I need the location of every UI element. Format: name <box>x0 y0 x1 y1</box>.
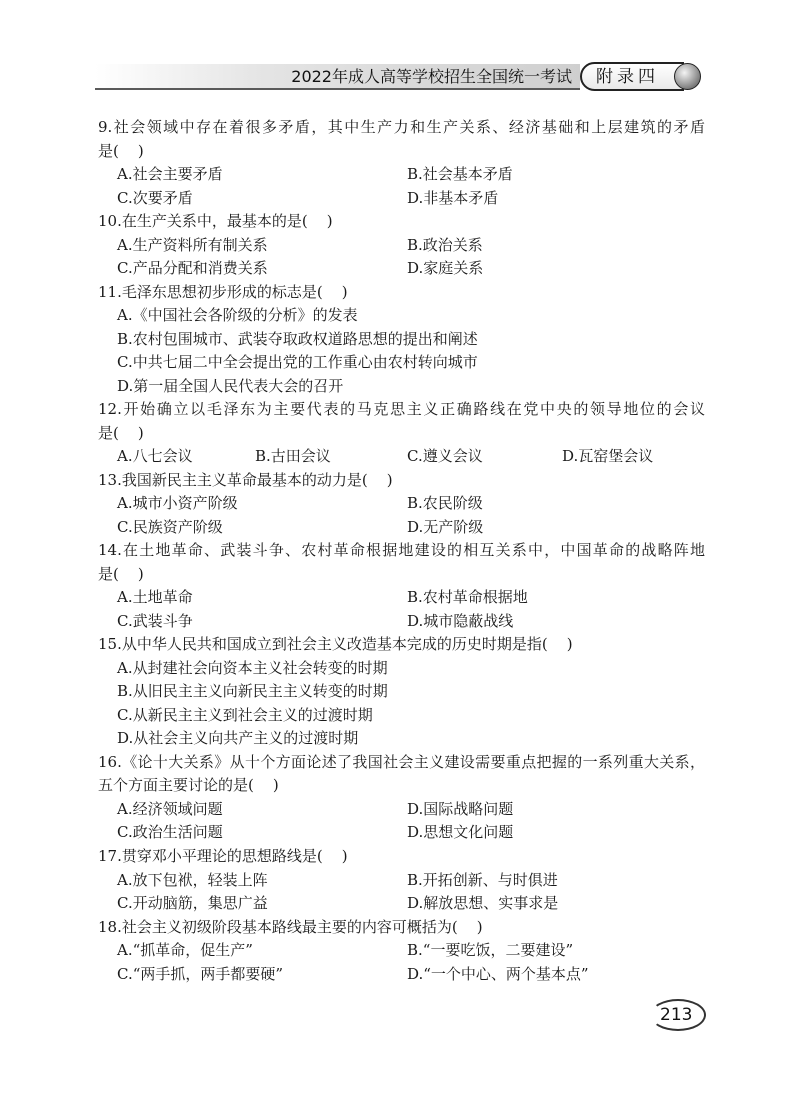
option-d: D.“一个中心、两个基本点” <box>407 964 589 983</box>
appendix-tab <box>580 62 684 91</box>
option-d: D.无产阶级 <box>407 517 484 536</box>
option-a: A.生产资料所有制关系 <box>117 235 268 254</box>
option-c: C.“两手抓，两手都要硬” <box>117 964 284 983</box>
option-c: C.遵义会议 <box>407 447 483 466</box>
option-b: B.农民阶级 <box>407 494 483 513</box>
page-number-badge <box>650 999 706 1031</box>
option-row <box>98 234 705 258</box>
option-b: D.国际战略问题 <box>407 799 514 818</box>
question-stem: 16.《论十大关系》从十个方面论述了我国社会主义建设需要重点把握的一系列重大关系， <box>98 752 705 771</box>
question-stem: 是( ) <box>98 141 144 160</box>
option-b: B.“一要吃饭，二要建设” <box>407 941 574 960</box>
option-a: A.放下包袱，轻装上阵 <box>117 870 268 889</box>
option-b: B.古田会议 <box>255 447 331 466</box>
header-title: 2022年成人高等学校招生全国统一考试 <box>291 67 572 86</box>
question-list <box>98 116 705 986</box>
question-10 <box>98 210 705 281</box>
page-number: 213 <box>660 1005 693 1025</box>
option-a: A.八七会议 <box>117 447 193 466</box>
option-a: A.土地革命 <box>117 588 193 607</box>
option-row <box>98 163 705 187</box>
option-d: D.城市隐蔽战线 <box>407 611 514 630</box>
option-a: A.从封建社会向资本主义社会转变的时期 <box>117 658 388 677</box>
option-a: A.“抓革命，促生产” <box>117 941 253 960</box>
option-c: C.民族资产阶级 <box>117 517 223 536</box>
option-b: B.农村革命根据地 <box>407 588 528 607</box>
question-15 <box>98 633 705 751</box>
option-a: A.经济领域问题 <box>117 799 223 818</box>
option-c: C.产品分配和消费关系 <box>117 259 268 278</box>
question-12 <box>98 398 705 469</box>
header-bar <box>95 64 580 90</box>
option-d: D.思想文化问题 <box>407 823 514 842</box>
option-b: B.农村包围城市、武装夺取政权道路思想的提出和阐述 <box>117 329 478 348</box>
question-18 <box>98 916 705 987</box>
question-stem: 14.在土地革命、武装斗争、农村革命根据地建设的相互关系中，中国革命的战略阵地 <box>98 541 705 560</box>
question-11 <box>98 281 705 399</box>
option-a: A.城市小资产阶级 <box>117 494 238 513</box>
option-row <box>98 892 705 916</box>
question-stem: 五个方面主要讨论的是( ) <box>98 776 279 795</box>
option-row <box>98 939 705 963</box>
sphere-icon <box>674 63 701 90</box>
question-16 <box>98 751 705 845</box>
option-row <box>98 869 705 893</box>
question-stem: 12.开始确立以毛泽东为主要代表的马克思主义正确路线在党中央的领导地位的会议 <box>98 400 705 419</box>
question-9 <box>98 116 705 210</box>
question-stem: 13.我国新民主主义革命最基本的动力是( ) <box>98 470 393 489</box>
question-stem: 10.在生产关系中，最基本的是( ) <box>98 212 333 231</box>
option-row <box>98 963 705 987</box>
option-b: B.开拓创新、与时俱进 <box>407 870 558 889</box>
option-row <box>98 610 705 634</box>
option-row <box>98 516 705 540</box>
option-d: D.第一届全国人民代表大会的召开 <box>117 376 344 395</box>
question-stem: 11.毛泽东思想初步形成的标志是( ) <box>98 282 348 301</box>
question-stem: 是( ) <box>98 564 144 583</box>
question-stem: 18.社会主义初级阶段基本路线最主要的内容可概括为( ) <box>98 917 483 936</box>
option-a: A.社会主要矛盾 <box>117 165 223 184</box>
option-b: B.社会基本矛盾 <box>407 165 513 184</box>
question-stem: 9.社会领域中存在着很多矛盾，其中生产力和生产关系、经济基础和上层建筑的矛盾 <box>98 118 705 136</box>
option-d: D.从社会主义向共产主义的过渡时期 <box>117 729 359 748</box>
option-row <box>98 187 705 211</box>
question-17 <box>98 845 705 916</box>
option-d: D.家庭关系 <box>407 259 484 278</box>
appendix-tab-label: 附录四 <box>596 67 659 87</box>
option-a: A.《中国社会各阶级的分析》的发表 <box>117 306 358 325</box>
option-row <box>98 445 705 469</box>
option-c: C.开动脑筋，集思广益 <box>117 894 268 913</box>
question-14 <box>98 539 705 633</box>
question-stem: 15.从中华人民共和国成立到社会主义改造基本完成的历史时期是指( ) <box>98 635 573 654</box>
option-row <box>98 798 705 822</box>
option-row <box>98 257 705 281</box>
option-b: B.从旧民主主义向新民主主义转变的时期 <box>117 682 388 701</box>
option-b: B.政治关系 <box>407 235 483 254</box>
question-stem: 是( ) <box>98 423 144 442</box>
question-stem: 17.贯穿邓小平理论的思想路线是( ) <box>98 846 348 865</box>
option-row <box>98 821 705 845</box>
option-row <box>98 492 705 516</box>
option-d: D.瓦窑堡会议 <box>562 447 654 466</box>
option-d: D.非基本矛盾 <box>407 188 499 207</box>
question-13 <box>98 469 705 540</box>
option-row <box>98 586 705 610</box>
option-c: C.武装斗争 <box>117 611 193 630</box>
option-c: C.政治生活问题 <box>117 823 223 842</box>
option-d: D.解放思想、实事求是 <box>407 894 559 913</box>
option-c: C.次要矛盾 <box>117 188 193 207</box>
option-c: C.从新民主主义到社会主义的过渡时期 <box>117 705 373 724</box>
option-c: C.中共七届二中全会提出党的工作重心由农村转向城市 <box>117 353 478 372</box>
